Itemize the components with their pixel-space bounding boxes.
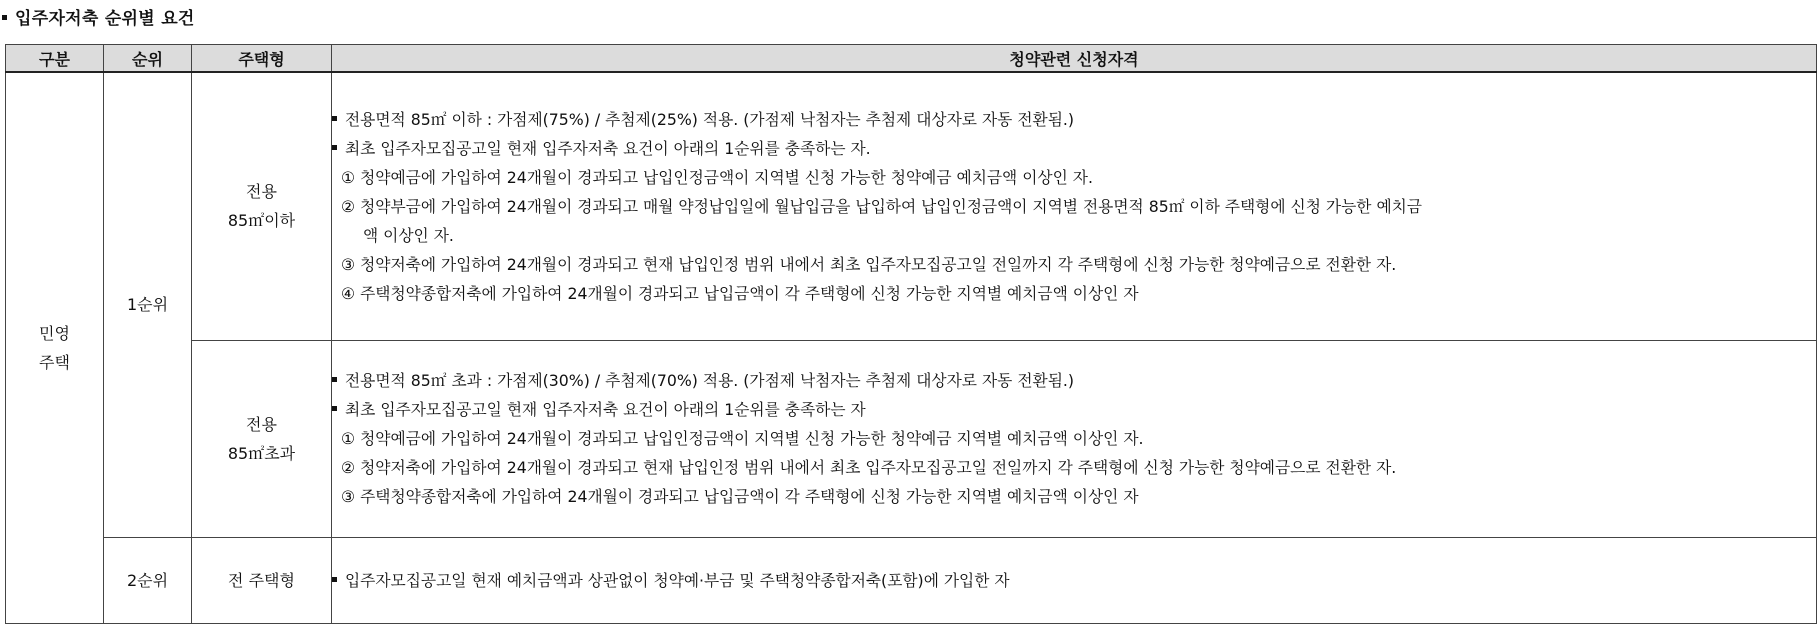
list-item — [332, 366, 1816, 395]
list-item — [332, 105, 1816, 134]
under85-item2-cont: 액 이상인 자. — [363, 225, 454, 245]
over85-item1: ① 청약예금에 가입하여 24개월이 경과되고 납입인정금액이 지역별 신청 가능한 청약예금 지역별 예치금액 이상인 자. — [341, 429, 1144, 448]
table-header-row — [6, 45, 1817, 73]
over85-item2: ② 청약저축에 가입하여 24개월이 경과되고 현재 납입인정 범위 내에서 최초 입주자모집공고일 전일까지 각 주택형에 신청 가능한 청약예금으로 전환한 자. — [341, 458, 1397, 477]
square-bullet-icon — [332, 406, 337, 411]
type-under85-line2: 85㎡이하 — [227, 211, 296, 231]
header-housing-type: 주택형 — [192, 45, 332, 73]
square-bullet-icon — [332, 145, 337, 150]
section-title-text: 입주자저축 순위별 요건 — [15, 9, 195, 29]
requirements-table — [5, 44, 1817, 624]
rank2-label: 2순위 — [126, 570, 169, 590]
type-all-label: 전 주택형 — [228, 570, 295, 590]
category-cell — [6, 72, 104, 623]
over85-item3: ③ 주택청약종합저축에 가입하여 24개월이 경과되고 납입금액이 각 주택형에 신청 가능한 지역별 예치금액 이상인 자 — [341, 487, 1139, 506]
header-category: 구분 — [6, 45, 104, 73]
table-row — [6, 72, 1817, 340]
under85-item1: ① 청약예금에 가입하여 24개월이 경과되고 납입인정금액이 지역별 신청 가능한 청약예금 예치금액 이상인 자. — [341, 167, 1093, 187]
over85-bullet2: 최초 입주자모집공고일 현재 입주자저축 요건이 아래의 1순위를 충족하는 자 — [345, 400, 866, 419]
list-item — [332, 566, 1816, 595]
square-bullet-icon — [332, 116, 337, 121]
rank1-label: 1순위 — [126, 295, 169, 315]
type-under85-line1: 전용 — [246, 182, 277, 202]
category-line2: 주택 — [39, 352, 70, 372]
under85-bullet2: 최초 입주자모집공고일 현재 입주자저축 요건이 아래의 1순위를 충족하는 자. — [345, 138, 871, 158]
under85-item2: ② 청약부금에 가입하여 24개월이 경과되고 매월 약정납입일에 월납입금을 납입하여 납입인정금액이 지역별 전용면적 85㎡ 이하 주택형에 신청 가능한 예치금 — [341, 196, 1422, 216]
qualification-over85-cell — [332, 340, 1817, 537]
table-row — [6, 537, 1817, 623]
rank2-bullet1: 입주자모집공고일 현재 예치금액과 상관없이 청약예·부금 및 주택청약종합저축(포함)에 가입한 자 — [345, 570, 1010, 590]
under85-item3: ③ 청약저축에 가입하여 24개월이 경과되고 현재 납입인정 범위 내에서 최초 입주자모집공고일 전일까지 각 주택형에 신청 가능한 청약예금으로 전환한 자. — [341, 254, 1397, 274]
header-rank: 순위 — [104, 45, 192, 73]
qualification-rank2-cell — [332, 537, 1817, 623]
square-bullet-icon — [2, 15, 7, 20]
type-all-cell — [192, 537, 332, 623]
rank1-cell — [104, 72, 192, 537]
under85-item4: ④ 주택청약종합저축에 가입하여 24개월이 경과되고 납입금액이 각 주택형에 신청 가능한 지역별 예치금액 이상인 자 — [341, 283, 1139, 303]
table-row — [6, 340, 1817, 537]
section-title — [2, 6, 195, 32]
square-bullet-icon — [332, 577, 337, 582]
header-qualification: 청약관련 신청자격 — [332, 45, 1817, 73]
type-over85-line2: 85㎡초과 — [227, 443, 296, 463]
type-under85-cell — [192, 72, 332, 340]
list-item — [332, 395, 1816, 424]
list-item — [332, 134, 1816, 163]
category-line1: 민영 — [39, 323, 70, 343]
type-over85-line1: 전용 — [246, 414, 277, 434]
type-over85-cell — [192, 340, 332, 537]
under85-bullet1: 전용면적 85㎡ 이하 : 가점제(75%) / 추첨제(25%) 적용. (가점제 낙첨자는 추첨제 대상자로 자동 전환됨.) — [345, 109, 1075, 129]
square-bullet-icon — [332, 377, 337, 382]
rank2-cell — [104, 537, 192, 623]
qualification-under85-cell — [332, 72, 1817, 340]
over85-bullet1: 전용면적 85㎡ 초과 : 가점제(30%) / 추첨제(70%) 적용. (가점제 낙첨자는 추첨제 대상자로 자동 전환됨.) — [345, 371, 1075, 390]
